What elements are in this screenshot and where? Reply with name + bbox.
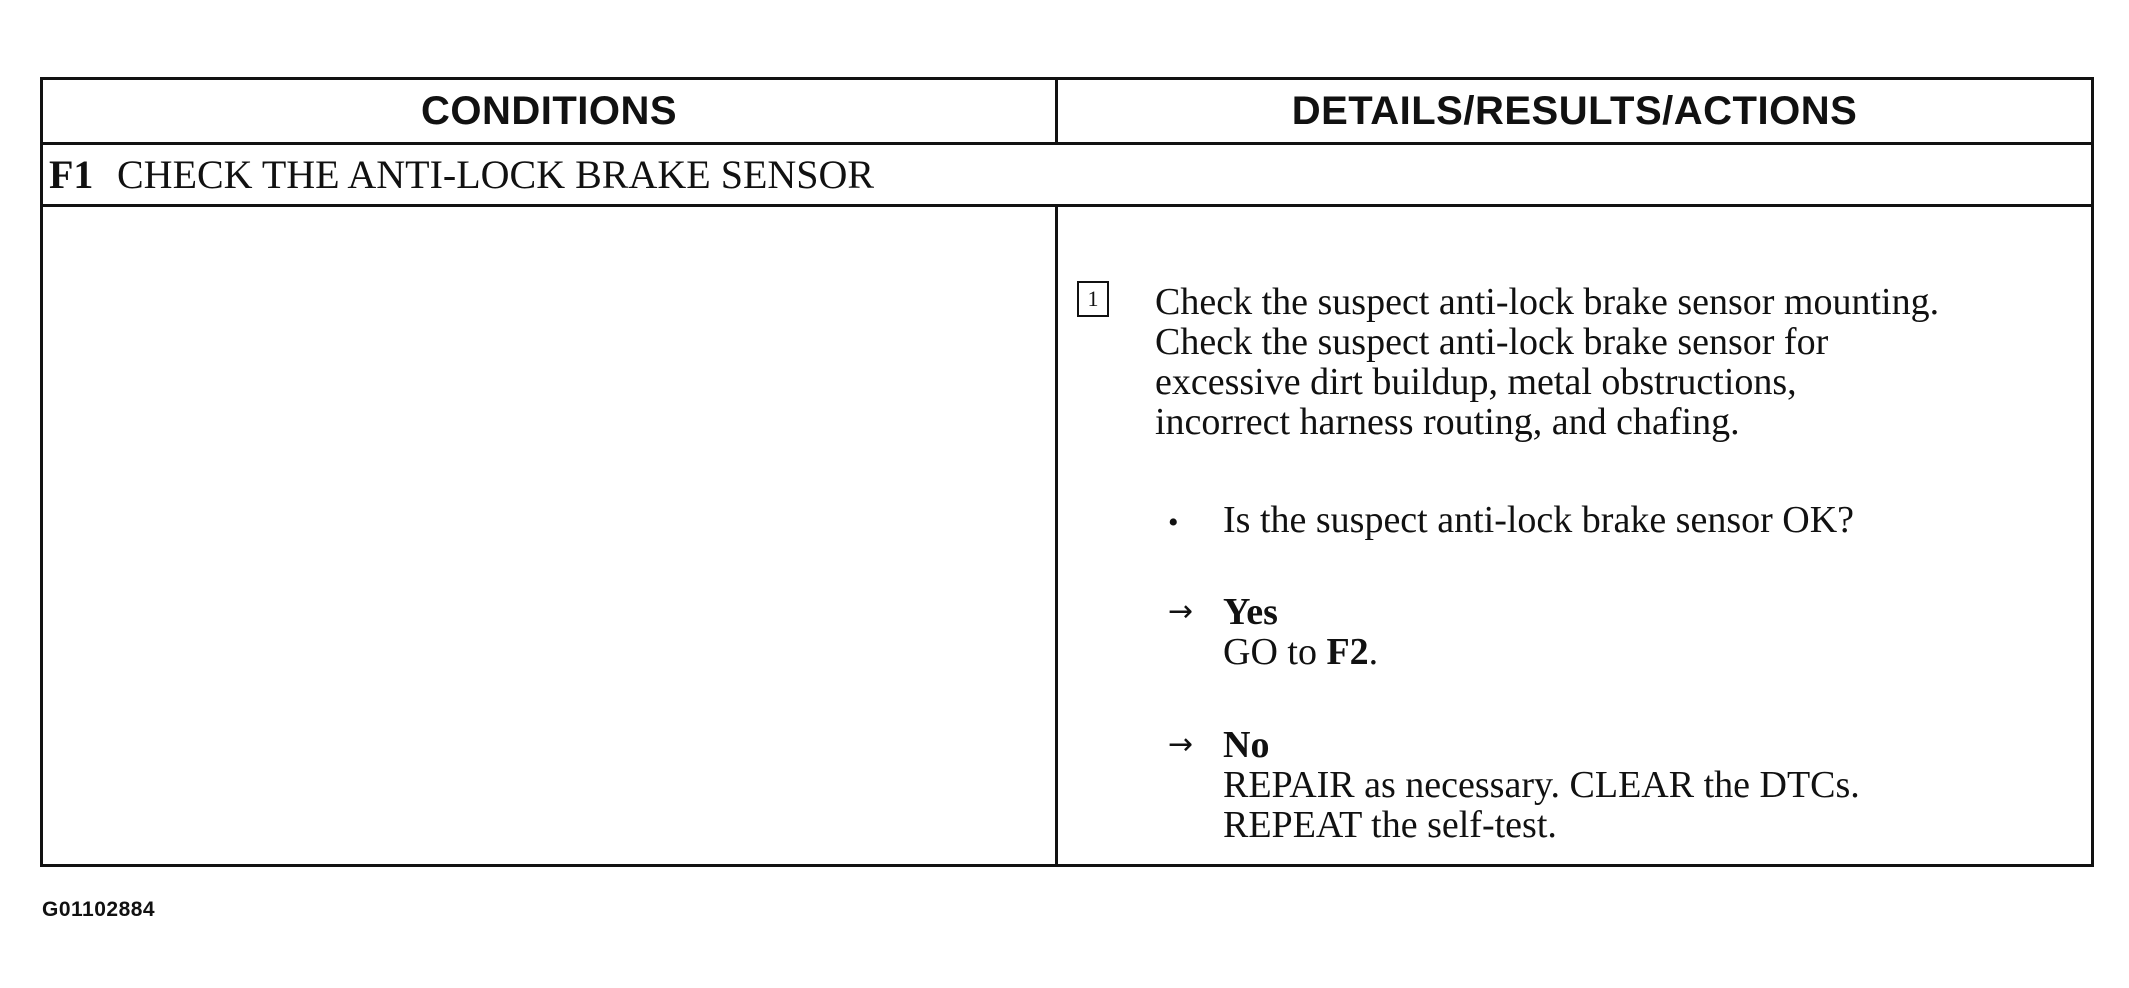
- answer-no-line: REPAIR as necessary. CLEAR the DTCs.: [1223, 764, 1860, 806]
- instruction-line: Check the suspect anti-lock brake sensor mounting.: [1155, 281, 1940, 323]
- answer-no-label: No: [1223, 724, 1270, 766]
- step-body-row: [43, 207, 2091, 864]
- answer-no-line: REPEAT the self-test.: [1223, 804, 1557, 846]
- step-title-row: [43, 145, 2091, 207]
- instruction-text: [1155, 282, 2085, 442]
- answer-yes-suffix: .: [1368, 631, 1379, 673]
- arrow-right-icon: →: [1168, 594, 1194, 629]
- question: [1168, 500, 1854, 543]
- answer-yes-prefix: GO to: [1223, 631, 1327, 673]
- answer-yes-label: Yes: [1223, 591, 1278, 633]
- instruction-line: incorrect harness routing, and chafing.: [1155, 401, 1740, 443]
- diagnostic-table: [40, 77, 2094, 867]
- conditions-header: CONDITIONS: [420, 88, 678, 133]
- question-text: Is the suspect anti-lock brake sensor OK?: [1223, 499, 1855, 541]
- instruction-line: excessive dirt buildup, metal obstructions,: [1155, 361, 1797, 403]
- instruction-line: Check the suspect anti-lock brake sensor for: [1155, 321, 1829, 363]
- answer-yes-body: [1223, 592, 1378, 672]
- step-title: CHECK THE ANTI-LOCK BRAKE SENSOR: [117, 152, 875, 197]
- figure-id: G01102884: [42, 898, 156, 921]
- step-code: F1: [49, 152, 94, 197]
- answer-yes-text: [1223, 632, 1378, 672]
- bullet-icon: •: [1168, 506, 1179, 539]
- details-cell: [1058, 207, 2091, 864]
- answer-no-body: [1223, 725, 1860, 845]
- answer-yes-target: F2: [1326, 631, 1369, 673]
- details-results-actions-header: DETAILS/RESULTS/ACTIONS: [1291, 88, 1858, 133]
- step-number-box: 1: [1077, 281, 1109, 317]
- arrow-right-icon: →: [1168, 727, 1194, 762]
- table-header-row: [43, 80, 2091, 145]
- conditions-cell: [43, 207, 1055, 864]
